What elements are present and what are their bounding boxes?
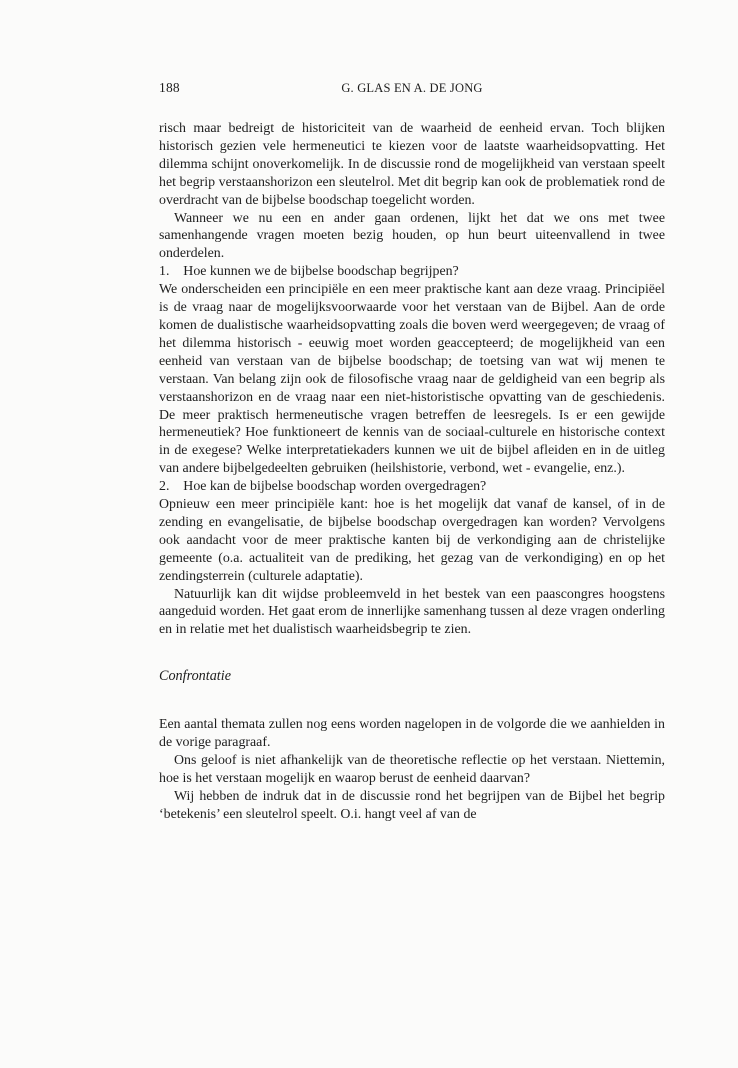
page-number: 188 [159,80,180,95]
paragraph: Ons geloof is niet afhankelijk van de theoretische reflectie op het verstaan. Niettemin, hoe is het verstaan mogelijk en waarop berust de eenheid daarvan? [159,753,665,786]
running-head: G. GLAS EN A. DE JONG [341,81,483,95]
paragraph: Een aantal themata zullen nog eens worden nagelopen in de volgorde die we aanhielden in de vorige paragraaf. [159,717,665,751]
paragraphs-before-heading [159,120,665,639]
numbered-question: 2. Hoe kan de bijbelse boodschap worden overgedragen? [159,479,487,495]
paragraph: risch maar bedreigt de historiciteit van de waarheid de eenheid ervan. Toch blijken historisch gezien vele hermeneutici te kiezen voor de laatste waarheidsopvatting. Het dilemma schijnt onoverkomelijk. In de discussie rond de mogelijkheid van verstaan speelt het begrip verstaanshorizon een sleutelrol. Met dit begrip kan ook de problematiek rond de overdracht van de bijbelse boodschap toegelicht worden. [159,121,665,208]
body-text [159,120,665,824]
paragraph: Wanneer we nu een en ander gaan ordenen, lijkt het dat we ons met twee samenhangende vragen moeten bezig houden, op hun beurt uiteenvallend in twee onderdelen. [159,210,665,262]
numbered-question: 1. Hoe kunnen we de bijbelse boodschap begrijpen? [159,264,459,280]
section-heading: Confrontatie [159,668,231,685]
page-header [159,80,665,100]
paragraphs-after-heading [159,716,665,823]
paragraph: Natuurlijk kan dit wijdse probleemveld in het bestek van een paascongres hoogstens aangeduid worden. Het gaat erom de innerlijke samenhang tussen al deze vragen onderling en in relatie met het dualistisch waarheidsbegrip te zien. [159,586,665,638]
paragraph: Opnieuw een meer principiële kant: hoe is het mogelijk dat vanaf de kansel, of in de zending en evangelisatie, de bijbelse boodschap overgedragen kan worden? Vervolgens ook aandacht voor de meer praktische kanten bij de verkondiging aan de christelijke gemeente (o.a. actualiteit van de prediking, het gezag van de verkondiging) en op het zendingsterrein (culturele adaptatie). [159,497,665,584]
paragraph: Wij hebben de indruk dat in de discussie rond het begrijpen van de Bijbel het begrip ‘betekenis’ een sleutelrol speelt. O.i. hangt veel af van de [159,788,665,822]
paragraph: We onderscheiden een principiële en een meer praktische kant aan deze vraag. Principiëel is de vraag naar de mogelijksvoorwaarde voor het verstaan van de Bijbel. Aan de orde komen de dualistische waarheidsopvatting zoals die boven werd weergegeven; de vraag of het dilemma historisch - eeuwig moet worden geaccepteerd; de mogelijkheid van een eenheid van verstaan van de bijbelse boodschap; de toetsing van wat wij menen te verstaan. Van belang zijn ook de filosofische vraag naar de geldigheid van een begrip als verstaanshorizon en de vraag naar een niet-historistische opvatting van de geschiedenis. De meer praktisch hermeneutische vragen betreffen de leesregels. Is er een gewijde hermeneutiek? Hoe funktioneert de kennis van de sociaal-culturele en historische context in de exegese? Welke interpretatiekaders kunnen we uit de bijbel afleiden en in de uitleg van andere bijbelgedeelten gebruiken (heilshistorie, verbond, wet - evangelie, enz.). [159,282,665,477]
